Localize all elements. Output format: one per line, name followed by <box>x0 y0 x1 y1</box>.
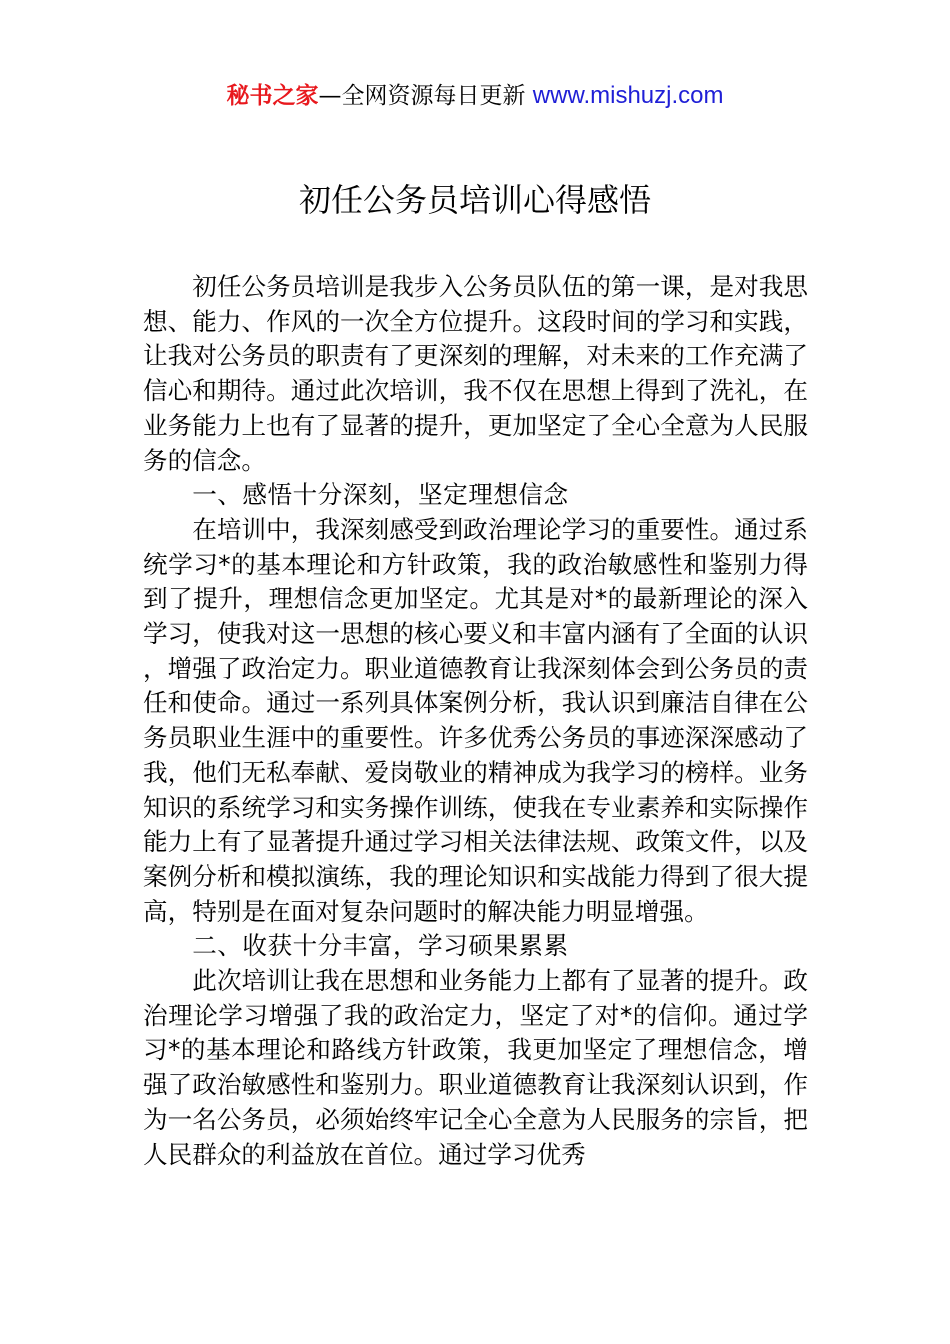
intro-paragraph: 初任公务员培训是我步入公务员队伍的第一课，是对我思想、能力、作风的一次全方位提升。这段时间的学习和实践，让我对公务员的职责有了更深刻的理解，对未来的工作充满了信心和期待。通过此次培训，我不仅在思想上得到了洗礼，在业务能力上也有了显著的提升，更加坚定了全心全意为人民服务的信念。 <box>143 272 808 475</box>
section-heading-1: 一、感悟十分深刻，坚定理想信念 <box>192 480 569 510</box>
section-2-paragraph: 此次培训让我在思想和业务能力上都有了显著的提升。政治理论学习增强了我的政治定力，坚定了对*的信仰。通过学习*的基本理论和路线方针政策，我更加坚定了理想信念，增强了政治敏感性和鉴别力。职业道德教育让我深刻认识到，作为一名公务员，必须始终牢记全心全意为人民服务的宗旨，把人民群众的利益放在首位。通过学习优秀 <box>143 966 808 1169</box>
document-body <box>143 270 808 1172</box>
site-url-link[interactable]: www.mishuzj.com <box>532 82 724 109</box>
site-tagline: —全网资源每日更新 <box>318 83 526 109</box>
document-title: 初任公务员培训心得感悟 <box>298 181 651 219</box>
site-header-banner <box>0 80 950 112</box>
section-1-paragraph: 在培训中，我深刻感受到政治理论学习的重要性。通过系统学习*的基本理论和方针政策，我的政治敏感性和鉴别力得到了提升，理想信念更加坚定。尤其是对*的最新理论的深入学习，使我对这一思想的核心要义和丰富内涵有了全面的认识，增强了政治定力。职业道德教育让我深刻体会到公务员的责任和使命。通过一系列具体案例分析，我认识到廉洁自律在公务员职业生涯中的重要性。许多优秀公务员的事迹深深感动了我，他们无私奉献、爱岗敬业的精神成为我学习的榜样。业务知识的系统学习和实务操作训练，使我在专业素养和实际操作能力上有了显著提升通过学习相关法律法规、政策文件，以及案例分析和模拟演练，我的理论知识和实战能力得到了很大提高，特别是在面对复杂问题时的解决能力明显增强。 <box>143 514 808 926</box>
section-heading-2: 二、收获十分丰富，学习硕果累累 <box>192 931 569 961</box>
site-brand-name: 秘书之家 <box>226 83 319 109</box>
